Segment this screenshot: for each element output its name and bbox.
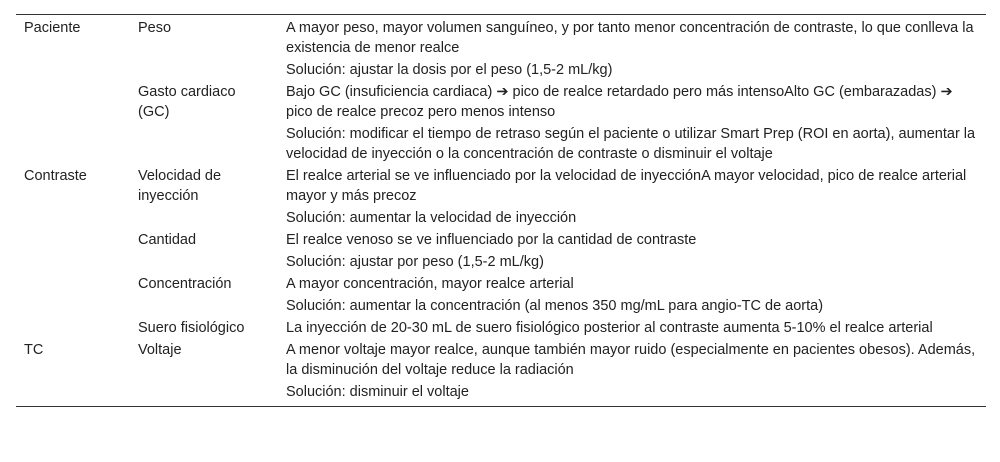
table-row	[16, 273, 986, 295]
factor-cell: Concentración	[138, 276, 232, 292]
table-row	[16, 251, 986, 273]
factor-cell: Voltaje	[138, 342, 182, 358]
factor-cell	[130, 59, 278, 81]
description-cell: Solución: modificar el tiempo de retraso según el paciente o utilizar Smart Prep (ROI en aorta), aumentar la velocidad de inyección o la concentración de contraste o disminuir el voltaje	[286, 126, 976, 162]
description-cell: A menor voltaje mayor realce, aunque también mayor ruido (especialmente en pacientes obesos). Además, la disminución del voltaje reduce la radiación	[286, 342, 976, 378]
table-row	[16, 81, 986, 123]
factor-cell	[130, 381, 278, 407]
description-cell: A mayor concentración, mayor realce arterial	[286, 276, 574, 292]
factor-cell	[130, 295, 278, 317]
factor-cell	[130, 207, 278, 229]
description-cell: A mayor peso, mayor volumen sanguíneo, y por tanto menor concentración de contraste, lo que conlleva la existencia de menor realce	[286, 20, 974, 56]
factor-cell	[130, 251, 278, 273]
category-cell	[16, 295, 130, 317]
contrast-factors-table-container	[16, 14, 986, 407]
description-cell: Bajo GC (insuficiencia cardiaca) ➔ pico de realce retardado pero más intensoAlto GC (embarazadas) ➔ pico de realce precoz pero menos intenso	[286, 84, 953, 120]
table-row	[16, 207, 986, 229]
table-row	[16, 123, 986, 165]
description-cell: El realce venoso se ve influenciado por la cantidad de contraste	[286, 232, 697, 248]
category-cell	[16, 81, 130, 123]
category-cell	[16, 273, 130, 295]
category-cell	[16, 59, 130, 81]
category-cell: Paciente	[24, 20, 81, 36]
table-row	[16, 165, 986, 207]
factor-cell: Suero fisiológico	[138, 320, 245, 336]
category-cell	[16, 251, 130, 273]
table-row	[16, 317, 986, 339]
contrast-factors-table	[16, 14, 986, 407]
category-cell: TC	[24, 342, 44, 358]
category-cell	[16, 207, 130, 229]
table-row	[16, 15, 986, 60]
description-cell: Solución: ajustar por peso (1,5-2 mL/kg)	[286, 254, 544, 270]
description-cell: Solución: aumentar la concentración (al menos 350 mg/mL para angio-TC de aorta)	[286, 298, 824, 314]
category-cell	[16, 317, 130, 339]
description-cell: La inyección de 20-30 mL de suero fisiológico posterior al contraste aumenta 5-10% el realce arterial	[286, 320, 933, 336]
factor-cell: Cantidad	[138, 232, 197, 248]
description-cell: Solución: ajustar la dosis por el peso (1,5-2 mL/kg)	[286, 62, 613, 78]
table-row	[16, 229, 986, 251]
description-cell: Solución: disminuir el voltaje	[286, 384, 469, 400]
factor-cell	[130, 123, 278, 165]
table-row	[16, 381, 986, 407]
factor-cell: Peso	[138, 20, 172, 36]
category-cell: Contraste	[24, 168, 87, 184]
category-cell	[16, 123, 130, 165]
category-cell	[16, 381, 130, 407]
description-cell: Solución: aumentar la velocidad de inyección	[286, 210, 577, 226]
table-row	[16, 339, 986, 381]
description-cell: El realce arterial se ve influenciado por la velocidad de inyecciónA mayor velocidad, pico de realce arterial mayor y más precoz	[286, 168, 967, 204]
category-cell	[16, 229, 130, 251]
table-row	[16, 59, 986, 81]
factor-cell: Velocidad de inyección	[138, 168, 222, 204]
factor-cell: Gasto cardiaco (GC)	[138, 84, 236, 120]
table-row	[16, 295, 986, 317]
